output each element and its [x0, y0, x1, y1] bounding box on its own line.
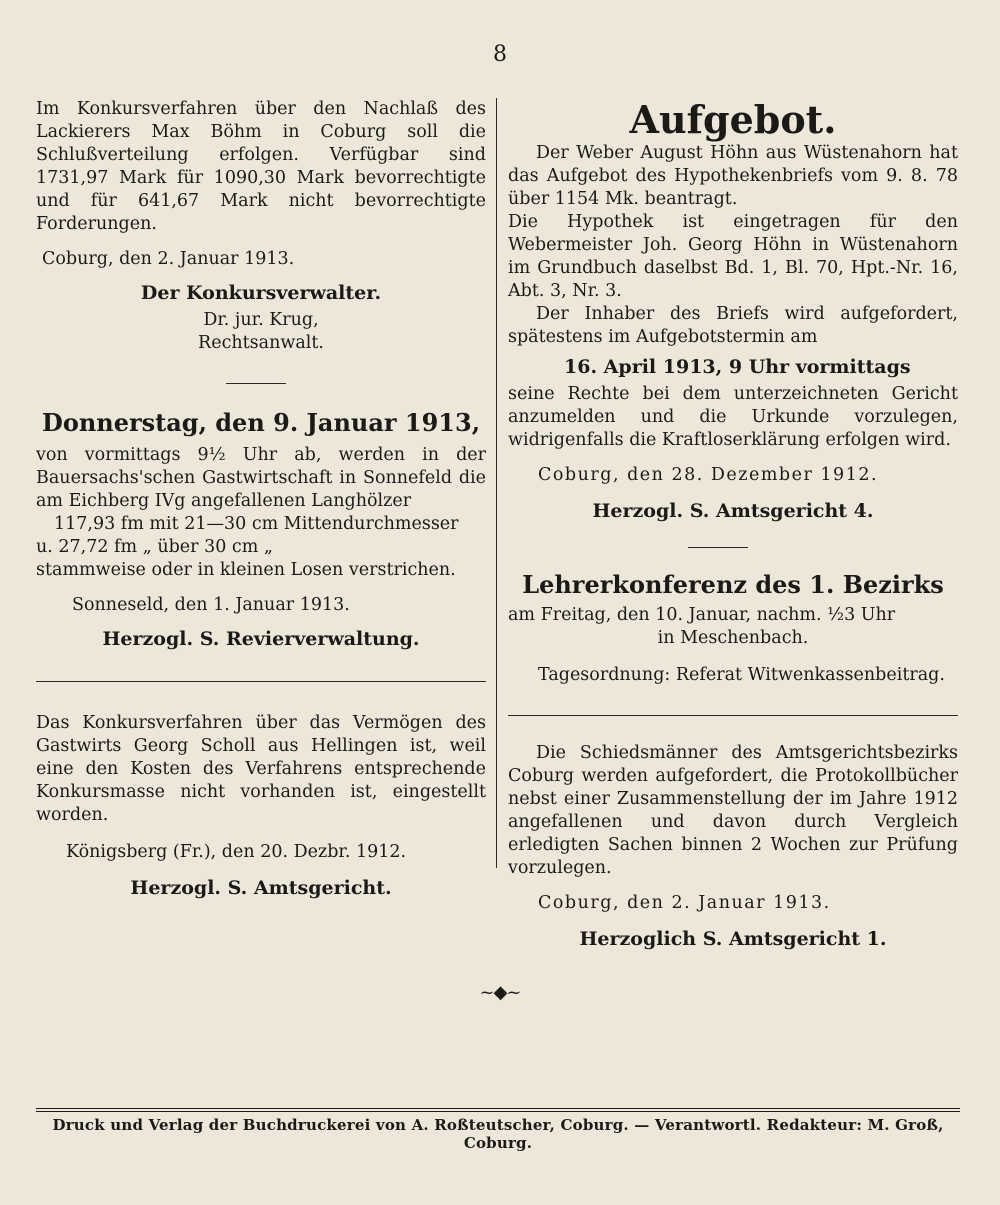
notice-holzversteigerung — [36, 408, 486, 651]
separator — [226, 383, 286, 384]
separator — [36, 681, 486, 682]
left-column — [36, 98, 486, 900]
footer-rule — [36, 1108, 960, 1109]
notice-signer-name: Dr. jur. Krug, — [203, 310, 319, 330]
notice-body: seine Rechte bei dem unterzeichneten Gericht anzumelden und die Urkunde vorzulegen, widrigenfalls die Kraftloserklärung erfolgen wird. — [508, 384, 958, 450]
notice-heading: Donnerstag, den 9. Januar 1913, — [42, 408, 481, 437]
notice-title: Aufgebot. — [629, 97, 837, 142]
notice-body: Im Konkursverfahren über den Nachlaß des Lackierers Max Böhm in Coburg soll die Schlußverteilung erfolgen. Verfügbar sind 1731,97 Mark für 1090,30 Mark bevorrechtigte und für 641,67 Mark nicht bevorrechtigte Forderungen. — [36, 99, 486, 234]
notice-signer: Herzogl. S. Amtsgericht 4. — [592, 500, 874, 522]
notice-date: Coburg, den 2. Januar 1913. — [42, 249, 295, 269]
notice-konkurs-boehm — [36, 98, 486, 355]
notice-line: 117,93 fm mit 21—30 cm Mittendurchmesser — [54, 514, 459, 534]
separator — [508, 715, 958, 716]
notice-signer: Herzogl. S. Amtsgericht. — [130, 877, 392, 899]
notice-body: Das Konkursverfahren über das Vermögen des Gastwirts Georg Scholl aus Hellingen ist, weil eine den Kosten des Verfahrens entsprechende Konkursmasse nicht vorhanden ist, eingestellt worden. — [36, 713, 486, 825]
notice-lehrerkonferenz — [508, 570, 958, 687]
notice-signer-title: Der Konkursverwalter. — [140, 282, 382, 304]
notice-aufgebot — [508, 98, 958, 523]
notice-body: Der Inhaber des Briefs wird aufgefordert, spätestens im Aufgebotstermin am — [508, 304, 958, 347]
notice-signer-role: Rechtsanwalt. — [198, 333, 324, 353]
notice-deadline: 16. April 1913, 9 Uhr vormittags — [564, 356, 911, 378]
right-column — [508, 98, 958, 951]
separator — [688, 547, 748, 548]
notice-body: Die Schiedsmänner des Amtsgerichtsbezirks Coburg werden aufgefordert, die Protokollbücher nebst einer Zusammenstellung der im Jahre 1912 angefallenen und davon durch Vergleich erledigten Sachen binnen 2 Wochen zur Prüfung vorzulegen. — [508, 743, 958, 878]
notice-body: von vormittags 9½ Uhr ab, werden in der Bauersachs'schen Gastwirtschaft in Sonnefeld die am Eichberg IVg angefallenen Langhölzer — [36, 445, 486, 511]
notice-signer: Herzoglich S. Amtsgericht 1. — [579, 928, 887, 950]
notice-line: am Freitag, den 10. Januar, nachm. ½3 Uhr — [508, 605, 896, 625]
ornament-divider: ~◆~ — [479, 982, 521, 1003]
notice-date: Coburg, den 28. Dezember 1912. — [538, 465, 879, 485]
notice-body: Die Hypothek ist eingetragen für den Webermeister Joh. Georg Höhn in Wüstenahorn im Grundbuch daselbst Bd. 1, Bl. 70, Hpt.-Nr. 16, Abt. 3, Nr. 3. — [508, 212, 958, 301]
imprint-footer: Druck und Verlag der Buchdruckerei von A. Roßteutscher, Coburg. — Verantwortl. Redakteur: M. Groß, Coburg. — [52, 1116, 944, 1152]
notice-body: Der Weber August Höhn aus Wüstenahorn hat das Aufgebot des Hypothekenbriefs vom 9. 8. 78 über 1154 Mk. beantragt. — [508, 143, 958, 209]
footer-rule — [36, 1111, 960, 1112]
notice-line: u. 27,72 fm „ über 30 cm „ — [36, 537, 273, 557]
notice-agenda: Tagesordnung: Referat Witwenkassenbeitrag. — [538, 665, 945, 685]
notice-konkurs-scholl — [36, 712, 486, 900]
notice-title: Lehrerkonferenz des 1. Bezirks — [522, 570, 944, 599]
notice-date: Königsberg (Fr.), den 20. Dezbr. 1912. — [66, 842, 407, 862]
column-divider — [496, 98, 497, 868]
notice-date: Sonneseld, den 1. Januar 1913. — [72, 595, 350, 615]
notice-date: Coburg, den 2. Januar 1913. — [538, 893, 831, 913]
notice-line: stammweise oder in kleinen Losen verstrichen. — [36, 560, 456, 580]
page-number: 8 — [493, 42, 507, 67]
notice-signer: Herzogl. S. Revierverwaltung. — [102, 628, 420, 650]
notice-line: in Meschenbach. — [657, 628, 809, 648]
notice-schiedsmaenner — [508, 742, 958, 951]
